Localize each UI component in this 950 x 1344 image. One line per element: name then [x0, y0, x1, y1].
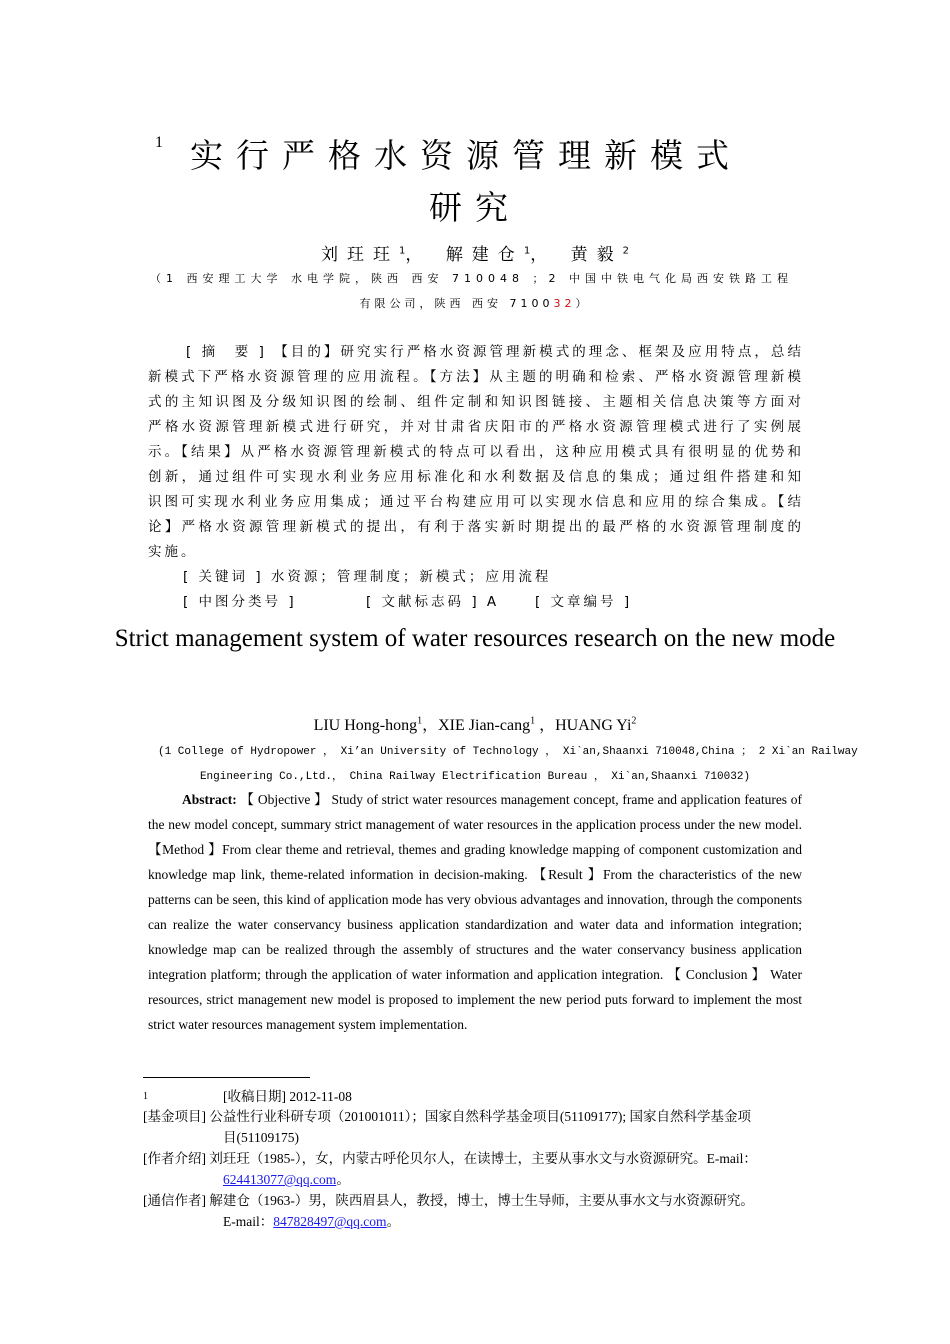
authors-cn: [0, 240, 950, 265]
author-email-link[interactable]: 624413077@qq.com: [223, 1172, 337, 1187]
abstract-en: [148, 787, 802, 1037]
article-number-label: [ 文章编号 ]: [535, 594, 633, 610]
abstract-label: Abstract:: [182, 792, 237, 807]
title-footnote-mark: 1: [155, 134, 163, 151]
affiliation-text: ）: [575, 297, 591, 310]
footnote-email-line: [143, 1211, 823, 1232]
footnote-funding: [143, 1106, 823, 1148]
authors-en: [0, 712, 950, 735]
footnote-text: 公益性行业科研专项（201001011）；国家自然科学基金项目(51109177); 国家自然科学基金项: [209, 1109, 751, 1124]
author-affil-mark: 1: [523, 245, 531, 257]
corresponding-email-link[interactable]: 847828497@qq.com: [273, 1214, 387, 1229]
author-name: 黄毅: [570, 245, 623, 265]
author-name: ，XIE Jian-cang: [422, 717, 531, 734]
author-affil-mark: 2: [622, 245, 629, 257]
abstract-cn: [ 摘 要 ] 【目的】研究实行严格水资源管理新模式的理念、框架及应用特点，总结新模式下严格水资源管理的应用流程。【方法】从主题的明确和检索、严格水资源管理新模式的主知识图及分级知识图的绘制、组件定制和知识图链接、主题相关信息决策等方面对严格水资源管理新模式进行研究，并对甘肃省庆阳市的严格水资源管理模式进行了实例展示。【结果】从严格水资源管理新模式的特点可以看出，这种应用模式具有很明显的优势和创新，通过组件可实现水利业务应用标准化和水利数据及信息的集成；通过组件搭建和知识图可实现水利业务应用集成；通过平台构建应用可以实现水信息和应用的综合集成。【结论】严格水资源管理新模式的提出，有利于落实新时期提出的最严格的水资源管理制度的实施。: [148, 344, 804, 560]
footnote-text: 解建仓（1963-）男，陕西眉县人，教授，博士，博士生导师，主要从事水文与水资源研究。: [209, 1193, 754, 1208]
affiliation-cn-line2: [0, 295, 950, 311]
affiliation-en-line2: Engineering Co.,Ltd.， China Railway Electrification Bureau ， Xi`an,Shaanxi 710032): [199, 771, 751, 783]
clc-number-label: [ 中图分类号 ]: [183, 594, 297, 610]
author-separator: ，: [405, 245, 432, 265]
footnote-period: 。: [386, 1214, 401, 1229]
affiliation-cn-line1: （1 西安理工大学 水电学院，陕西 西安 710048 ；2 中国中铁电气化局西安铁路工程: [150, 272, 793, 285]
footnote-author-info: [143, 1148, 823, 1190]
footnote-period: 。: [336, 1172, 350, 1187]
footnote-mark: 1: [143, 1091, 148, 1102]
author-name: 刘玨玨: [321, 245, 400, 265]
footnote-received-date: [收稿日期] 2012-11-08: [223, 1089, 352, 1104]
email-prefix: E-mail：: [223, 1214, 274, 1229]
footnote-label: [作者介绍]: [143, 1151, 206, 1166]
paper-title-cn-line2: 研究: [429, 188, 521, 227]
footnote-corresponding-author: [143, 1190, 823, 1232]
author-affil-mark: 2: [631, 715, 637, 727]
author-name: 解建仓: [445, 245, 524, 265]
highlighted-digits: 32: [553, 297, 576, 310]
document-code-label: [ 文献标志码 ] A: [366, 594, 500, 610]
footnote-divider: [143, 1077, 310, 1078]
footnote-text-continued: 目(51109175): [223, 1130, 299, 1145]
author-separator: ，: [530, 245, 557, 265]
affiliation-en-line1: (1 College of Hydropower ， Xi’an University of Technology ， Xi`an,Shaanxi 710048,China ； 2 Xi`an Railway: [158, 746, 858, 758]
paper-title-en: Strict management system of water resources research on the new mode: [114, 625, 836, 652]
author-affil-mark: 1: [399, 245, 406, 257]
abstract-body: 【 Objective 】 Study of strict water resources management concept, frame and application features of the new model concept, summary strict management of water resources in the application process under the new model. 【Method 】From clear theme and retrieval, themes and grading knowledge mapping of component customization and knowledge map link, theme-related information in decision-making. 【Result 】From the characteristics of the new patterns can be seen, this kind of application mode has very obvious advantages and innovation, through the components can realize the water conservancy business application standardization and water data and information integration; knowledge map can be realized through the assembly of structures and the water conservancy business application integration platform; through the application of water information and application integration. 【 Conclusion 】 Water resources, strict management new model is proposed to implement the new period puts forward to implement the most strict water resources management system implementation.: [148, 792, 802, 1032]
author-name: LIU Hong-hong: [313, 717, 418, 734]
affiliation-text: 有限公司，陕西 西安 7100: [359, 297, 554, 310]
footnote-email-line: [143, 1169, 823, 1190]
keywords-cn: [ 关键词 ] 水资源；管理制度；新模式；应用流程: [183, 569, 552, 585]
footnote-label: [基金项目]: [143, 1109, 206, 1124]
footnote-label: [通信作者]: [143, 1193, 206, 1208]
footnote-text: 刘玨玨（1985-），女，内蒙古呼伦贝尔人，在读博士，主要从事水文与水资源研究。E-mail：: [209, 1151, 757, 1166]
author-name: ，HUANG Yi: [535, 717, 632, 734]
author-affil-mark: 1: [417, 715, 423, 727]
author-affil-mark: 1: [530, 715, 536, 727]
paper-title-cn: 实行严格水资源管理新模式: [190, 136, 742, 175]
